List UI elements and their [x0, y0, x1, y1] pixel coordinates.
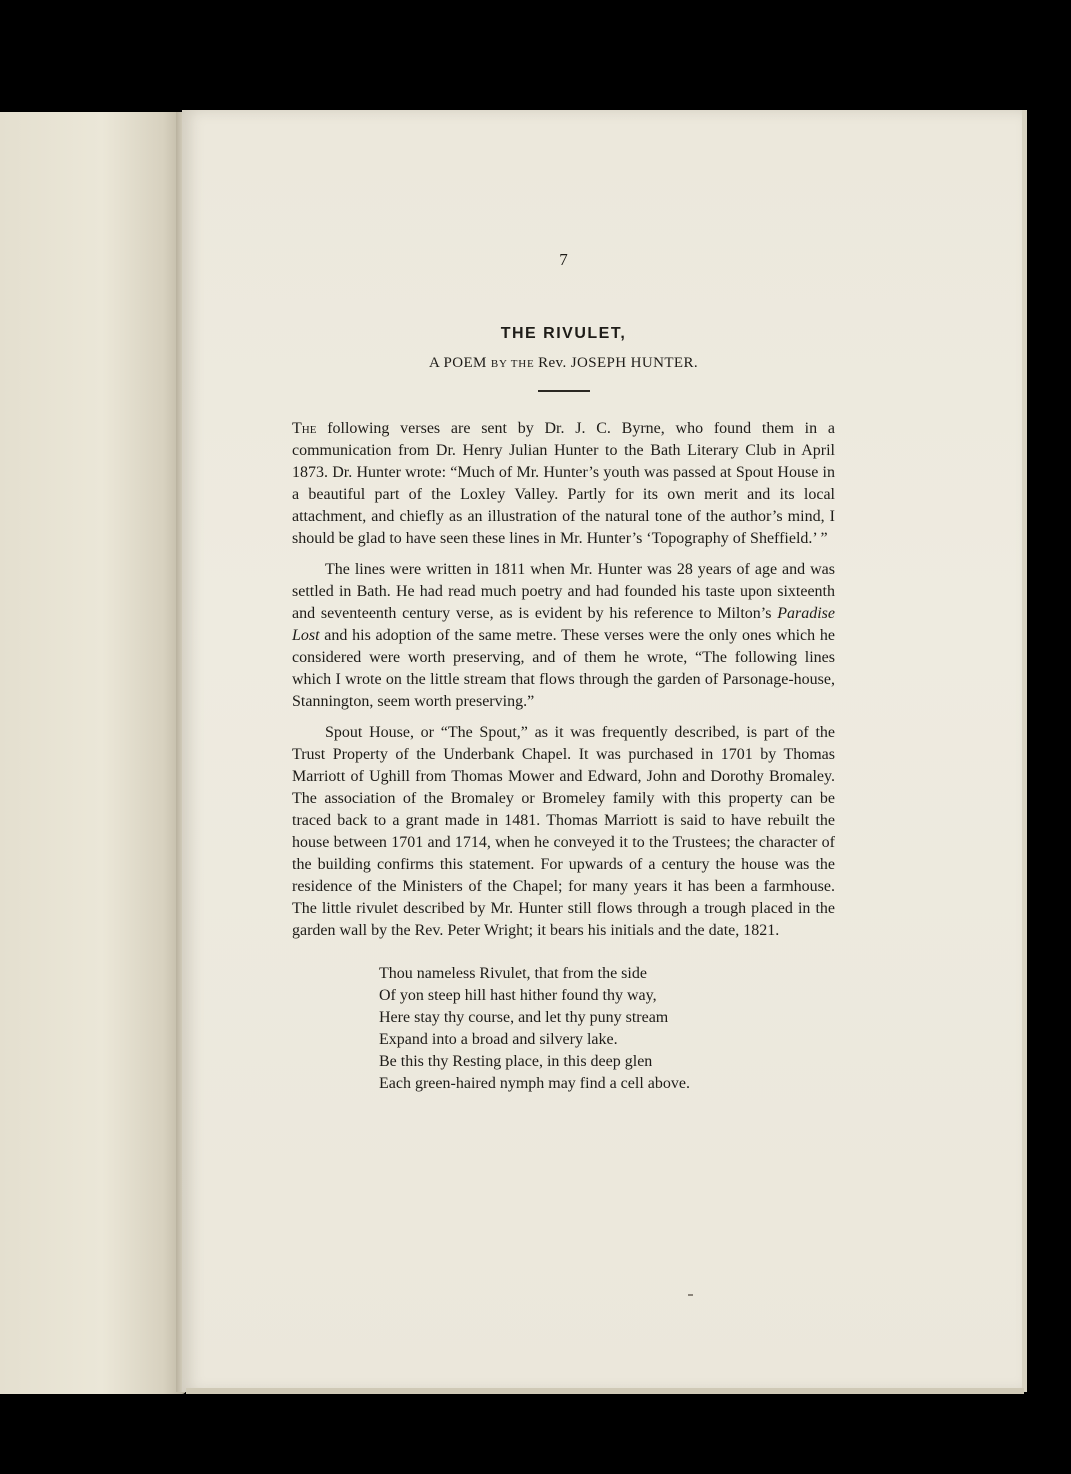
verse-line: Here stay thy course, and let thy puny stream [379, 1009, 669, 1026]
subtitle-part2: JOSEPH HUNTER. [566, 355, 699, 371]
left-page [0, 112, 186, 1394]
page-title: THE RIVULET, [500, 325, 627, 342]
title-rule [538, 390, 590, 392]
subtitle-rev: Rev. [538, 355, 567, 371]
paragraph-1-lead: The [292, 420, 317, 437]
subtitle-small-caps: BY THE [490, 358, 539, 370]
poem-verse [379, 963, 835, 1095]
page-edge [186, 1388, 1024, 1394]
subtitle-part1: A POEM [428, 355, 491, 371]
paragraph-2 [292, 559, 835, 713]
paper-speck [688, 1294, 693, 1296]
paragraph-2-before: The lines were written in 1811 when Mr. Hunter was 28 years of age and was settled in Bath. He had read much poetry and had founded his taste upon sixteenth and seventeenth century verse, as is evident by his reference to Milton’s [292, 561, 835, 622]
paragraph-2-italic-title: Paradise Lost [292, 605, 835, 644]
verse-line: Thou nameless Rivulet, that from the side [379, 965, 647, 982]
page-number: 7 [559, 250, 568, 269]
paragraph-3 [292, 722, 835, 942]
paragraph-1-text: following verses are sent by Dr. J. C. Byrne, who found them in a communication from Dr. Henry Julian Hunter to the Bath Literary Club in April 1873. Dr. Hunter wrote: “Much of Mr. Hunter’s youth was passed at Spout House in a beautiful part of the Loxley Valley. Partly for its own merit and its local attachment, and chiefly as an illustration of the natural tone of the author’s mind, I should be glad to have seen these lines in Mr. Hunter’s ‘Topography of Sheffield.’ ” [292, 420, 835, 547]
verse-line: Of yon steep hill hast hither found thy way, [379, 987, 657, 1004]
paragraph-1 [292, 418, 835, 550]
page-content [292, 250, 835, 1095]
verse-line: Each green-haired nymph may find a cell above. [379, 1075, 690, 1092]
verse-line: Be this thy Resting place, in this deep glen [379, 1053, 653, 1070]
paragraph-3-text: Spout House, or “The Spout,” as it was frequently described, is part of the Trust Property of the Underbank Chapel. It was purchased in 1701 by Thomas Marriott of Ughill from Thomas Mower and Edward, John and Dorothy Bromaley. The association of the Bromaley or Bromeley family with this property can be traced back to a grant made in 1481. Thomas Marriott is said to have rebuilt the house between 1701 and 1714, when he conveyed it to the Trustees; the character of the building confirms this statement. For upwards of a century the house was the residence of the Ministers of the Chapel; for many years it has been a farmhouse. The little rivulet described by Mr. Hunter still flows through a trough placed in the garden wall by the Rev. Peter Wright; it bears his initials and the date, 1821. [292, 724, 835, 939]
verse-line: Expand into a broad and silvery lake. [379, 1031, 618, 1048]
page-subtitle [292, 353, 835, 374]
paragraph-2-after: and his adoption of the same metre. These verses were the only ones which he considered were worth preserving, and of them he wrote, “The following lines which I wrote on the little stream that flows through the garden of Parsonage-house, Stannington, seem worth preserving.” [292, 627, 835, 710]
